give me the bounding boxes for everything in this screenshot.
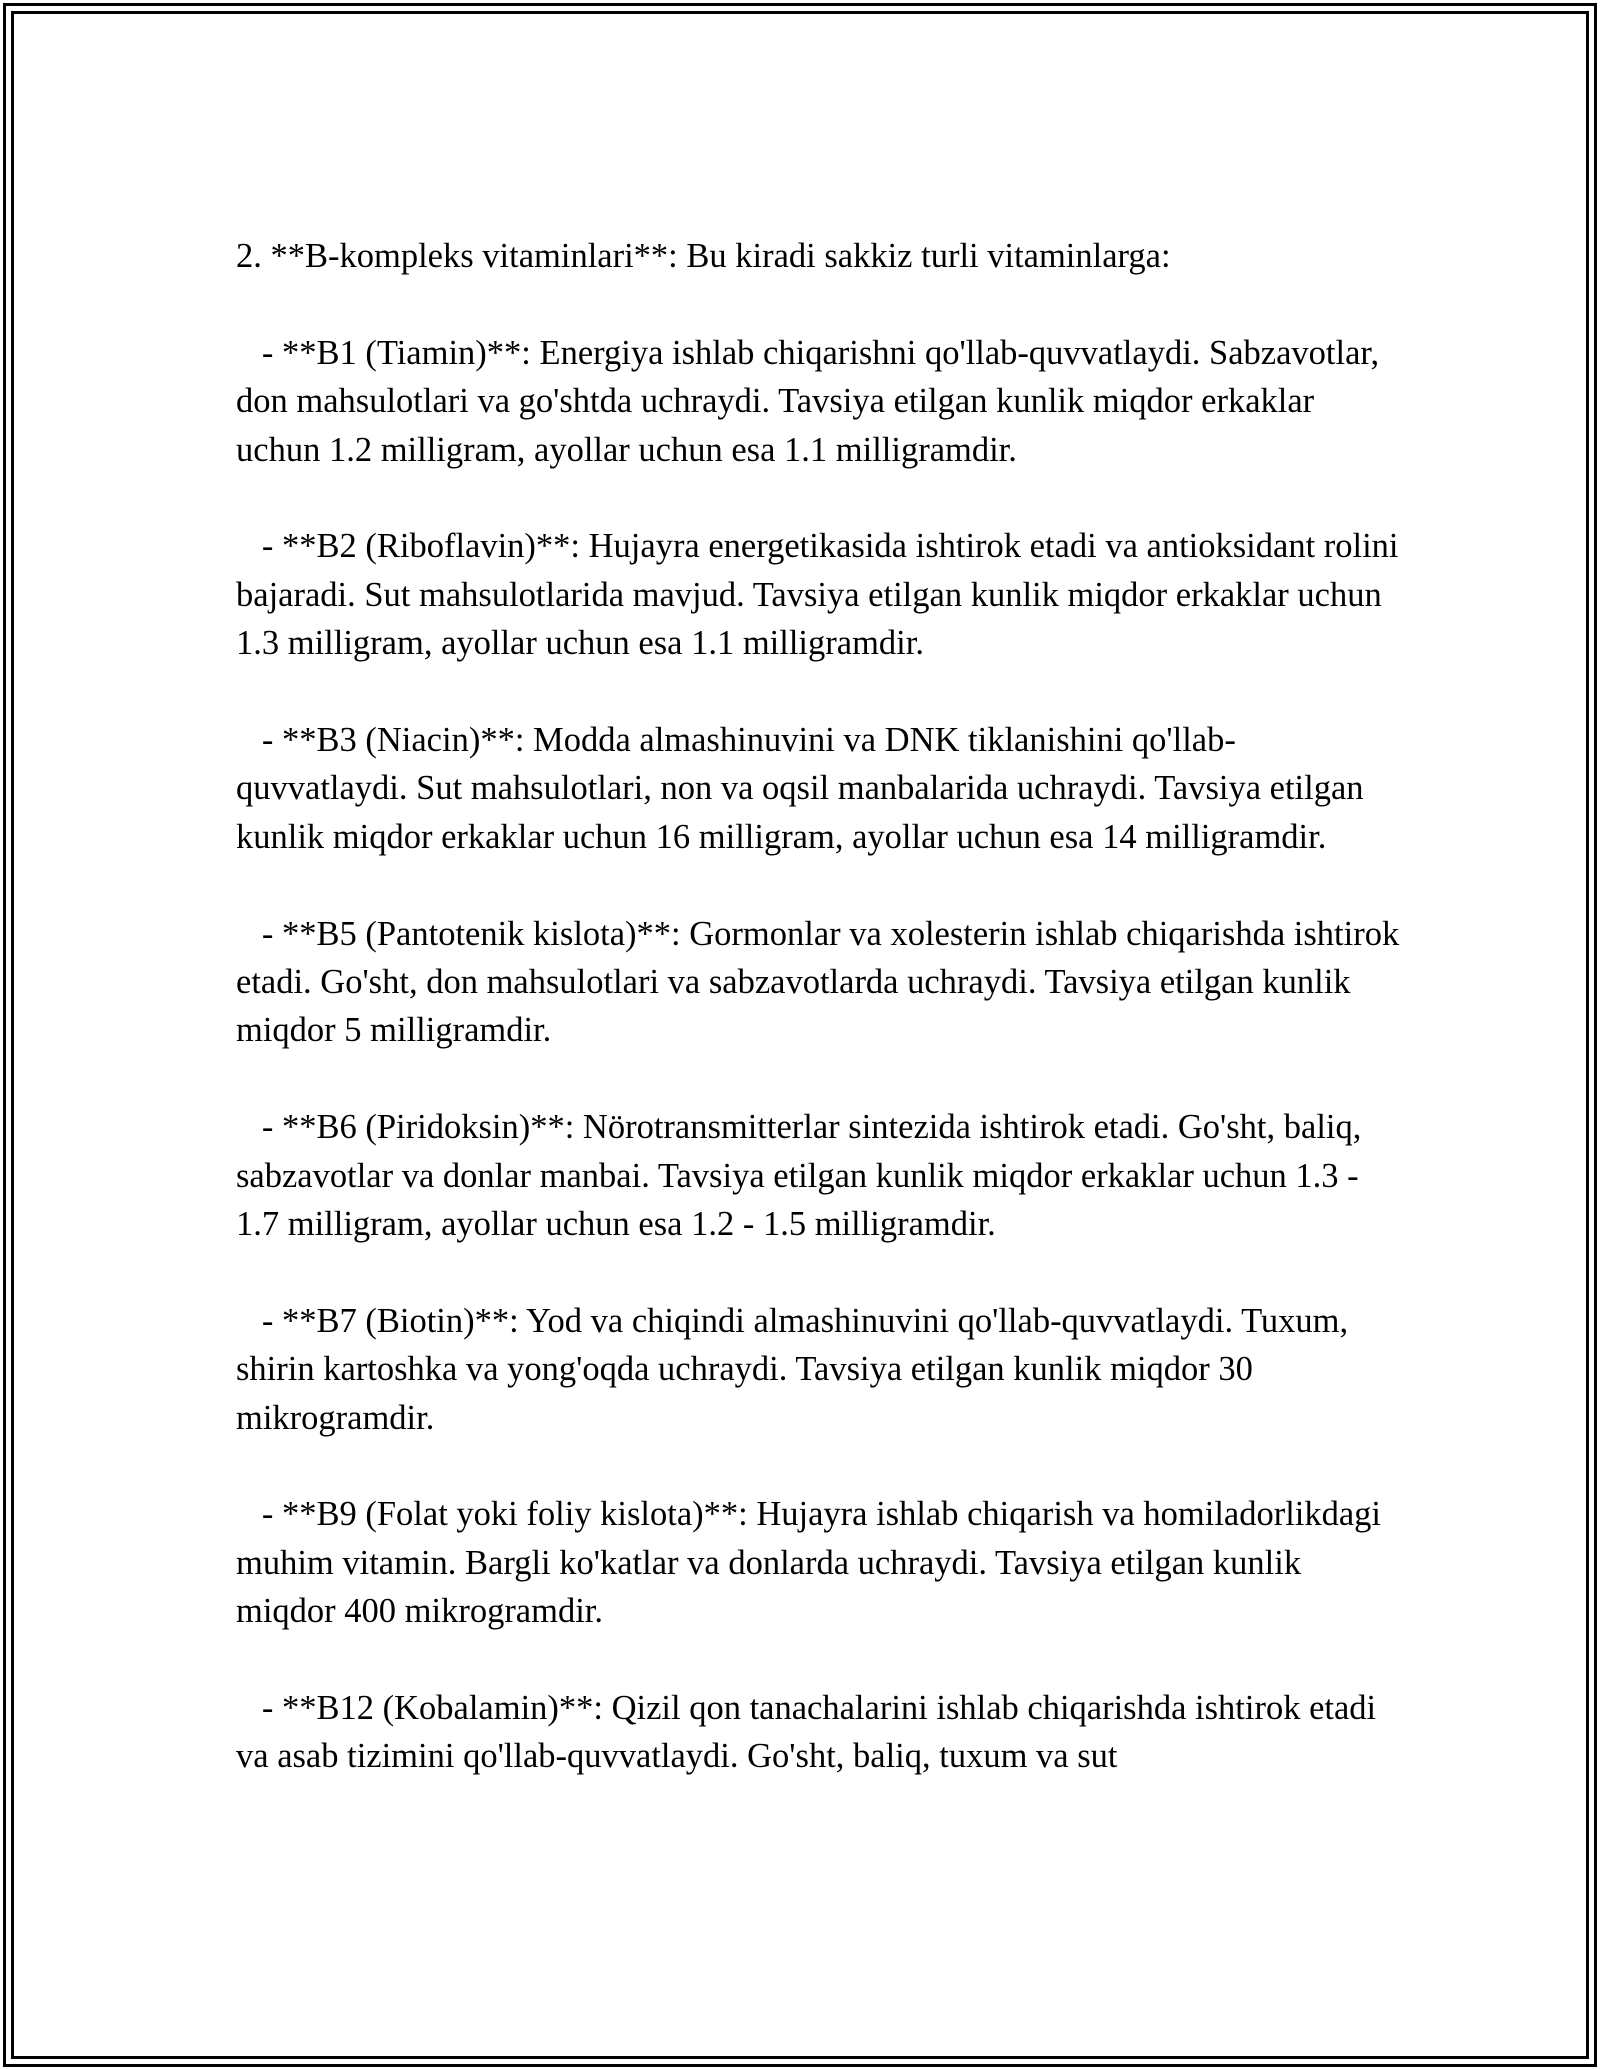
list-item-b9: - **B9 (Folat yoki foliy kislota)**: Hujayra ishlab chiqarish va homiladorlikdagi muhim vitamin. Bargli ko'katlar va donlarda uchraydi. Tavsiya etilgan kunlik miqdor 400 mikrogramdir. <box>236 1495 1390 1631</box>
list-heading: 2. **B-kompleks vitaminlari**: Bu kiradi sakkiz turli vitaminlarga: <box>236 237 1171 275</box>
list-item-b5: - **B5 (Pantotenik kislota)**: Gormonlar va xolesterin ishlab chiqarishda ishtirok etadi. Go'sht, don mahsulotlari va sabzavotlarda uchraydi. Tavsiya etilgan kunlik miqdor 5 milligramdir. <box>236 914 1408 1050</box>
list-item-b1: - **B1 (Tiamin)**: Energiya ishlab chiqarishni qo'llab-quvvatlaydi. Sabzavotlar, don mahsulotlari va go'shtda uchraydi. Tavsiya etilgan kunlik miqdor erkaklar uchun 1.2 milligram, ayollar uchun esa 1.1 milligramdir. <box>236 333 1388 469</box>
list-item-b2: - **B2 (Riboflavin)**: Hujayra energetikasida ishtirok etadi va antioksidant rolini bajaradi. Sut mahsulotlarida mavjud. Tavsiya etilgan kunlik miqdor erkaklar uchun 1.3 milligram, ayollar uchun esa 1.1 milligramdir. <box>236 527 1408 663</box>
list-item-b7: - **B7 (Biotin)**: Yod va chiqindi almashinuvini qo'llab-quvvatlaydi. Tuxum, shirin kartoshka va yong'oqda uchraydi. Tavsiya etilgan kunlik miqdor 30 mikrogramdir. <box>236 1301 1357 1437</box>
list-item-b12: - **B12 (Kobalamin)**: Qizil qon tanachalarini ishlab chiqarishda ishtirok etadi va asab tizimini qo'llab-quvvatlaydi. Go'sht, baliq, tuxum va sut <box>236 1689 1385 1776</box>
list-item-b6: - **B6 (Piridoksin)**: Nörotransmitterlar sintezida ishtirok etadi. Go'sht, baliq, sabzavotlar va donlar manbai. Tavsiya etilgan kunlik miqdor erkaklar uchun 1.3 - 1.7 milligram, ayollar uchun esa 1.2 - 1.5 milligramdir. <box>236 1108 1371 1244</box>
document-body <box>236 232 1406 1781</box>
list-item-b3: - **B3 (Niacin)**: Modda almashinuvini va DNK tiklanishini qo'llab-quvvatlaydi. Sut mahsulotlari, non va oqsil manbalarida uchraydi. Tavsiya etilgan kunlik miqdor erkaklar uchun 16 milligram, ayollar uchun esa 14 milligramdir. <box>236 721 1373 856</box>
